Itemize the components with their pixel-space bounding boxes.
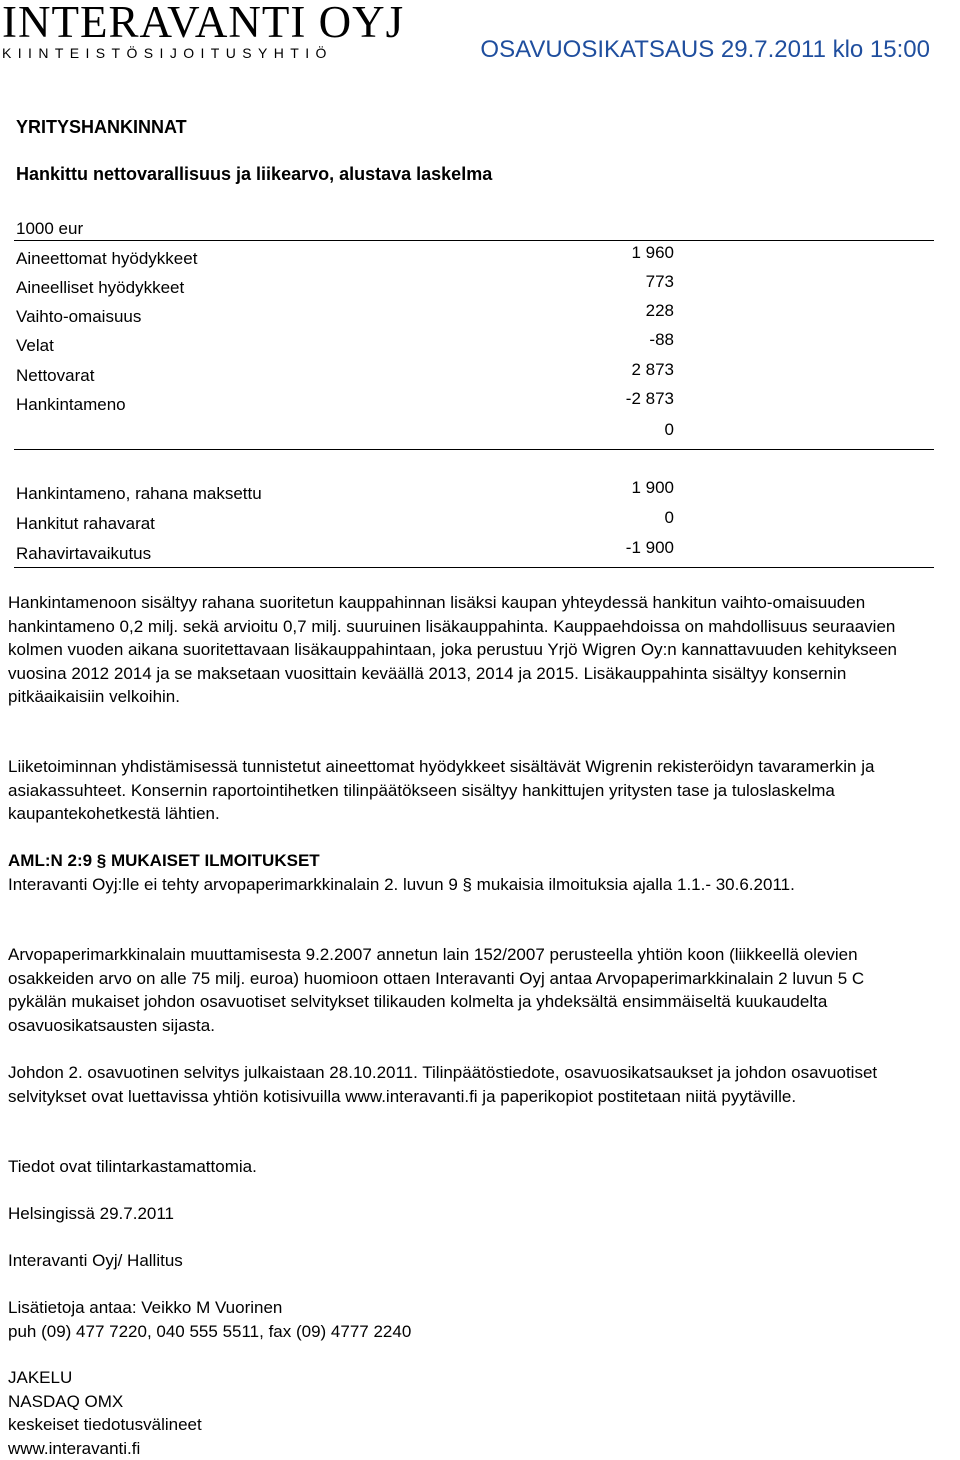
aml-section — [8, 849, 908, 896]
paragraph-intangibles — [8, 755, 908, 826]
paragraph-interim-reports — [8, 943, 908, 1037]
distribution-line: keskeiset tiedotusvälineet — [8, 1413, 908, 1437]
website-link[interactable]: www.interavanti.fi — [8, 1437, 908, 1460]
table-row — [16, 360, 676, 390]
paragraph-text: Liiketoiminnan yhdistämisessä tunnistetut aineettomat hyödykkeet sisältävät Wigrenin rekisteröidyn tavaramerkin ja asiakassuhteet. Konsernin raportointihetken tilinpäätökseen sisältyy hankittujen yritysten tase ja tuloslaskelma kaupantekohetkestä lähtien. — [8, 755, 908, 826]
row-value: 2 873 — [631, 360, 674, 380]
table-row — [16, 330, 676, 360]
table-row — [16, 508, 676, 538]
row-label: Hankitut rahavarat — [16, 514, 155, 534]
paragraph-text: Hankintamenoon sisältyy rahana suoritetun kauppahinnan lisäksi kaupan yhteydessä hankitun vaihto-omaisuuden hankintameno 0,2 milj. sekä arvioitu 0,7 milj. suuruinen lisäkauppahinta. Kauppaehdoissa on mahdollisuus seuraavien kolmen vuoden aikana suoritettavaan lisäkauppahintaan, joka perustuu Yrjö Wigren Oy:n kannattavuuden kehitykseen vuosina 2012 2014 ja se maksetaan vuosittain keväällä 2013, 2014 ja 2015. Lisäkauppahinta sisältyy konsernin pitkäaikaisiin velkoihin. — [8, 591, 908, 709]
table-rule-middle — [14, 449, 934, 450]
table-rule-bottom — [14, 567, 934, 568]
row-label: Vaihto-omaisuus — [16, 307, 141, 327]
section-title: YRITYSHANKINNAT — [16, 117, 187, 138]
unit-label: 1000 eur — [16, 219, 83, 239]
row-label: Aineelliset hyödykkeet — [16, 278, 184, 298]
table-row — [16, 301, 676, 331]
row-value: 1 960 — [631, 243, 674, 263]
section-subtitle: Hankittu nettovarallisuus ja liikearvo, alustava laskelma — [16, 164, 492, 185]
paragraph-text: Helsingissä 29.7.2011 — [8, 1202, 908, 1226]
paragraph-text: Tiedot ovat tilintarkastamattomia. — [8, 1155, 908, 1179]
row-label: Hankintameno, rahana maksettu — [16, 484, 262, 504]
paragraph-text: Interavanti Oyj/ Hallitus — [8, 1249, 908, 1273]
distribution-line: JAKELU — [8, 1366, 908, 1390]
row-value: -1 900 — [626, 538, 674, 558]
contact-info — [8, 1296, 908, 1343]
row-label: Rahavirtavaikutus — [16, 544, 151, 564]
paragraph-text: Arvopaperimarkkinalain muuttamisesta 9.2.2007 annetun lain 152/2007 perusteella yhtiön koon (liikkeellä olevien osakkeiden arvo on alle 75 milj. euroa) huomioon ottaen Interavanti Oyj antaa Arvopaperimarkkinalain 2 luvun 5 C pykälän mukaiset johdon osavuotiset selvitykset tilikauden kolmelta ja yhdeksältä ensimmäiseltä kuukaudelta osavuosikatsausten sijasta. — [8, 943, 908, 1037]
row-value: 773 — [646, 272, 674, 292]
place-date — [8, 1202, 908, 1226]
logo-wordmark: INTERAVANTI OYJ — [2, 2, 362, 42]
contact-line: Lisätietoja antaa: Veikko M Vuorinen — [8, 1296, 908, 1320]
paragraph-acquisition-cost — [8, 591, 908, 709]
signature — [8, 1249, 908, 1273]
aml-title: AML:N 2:9 § MUKAISET ILMOITUKSET — [8, 849, 908, 873]
contact-line: puh (09) 477 7220, 040 555 5511, fax (09) 4777 2240 — [8, 1320, 908, 1344]
row-label: Nettovarat — [16, 366, 94, 386]
table-row — [16, 389, 676, 419]
distribution-line: NASDAQ OMX — [8, 1390, 908, 1414]
row-value: 0 — [665, 420, 674, 440]
table-rule-top — [14, 240, 934, 241]
table-row — [16, 272, 676, 302]
row-label: Aineettomat hyödykkeet — [16, 249, 197, 269]
row-value: 228 — [646, 301, 674, 321]
report-title: OSAVUOSIKATSAUS 29.7.2011 klo 15:00 — [480, 36, 930, 64]
table-row — [16, 243, 676, 273]
row-label: Hankintameno — [16, 395, 126, 415]
distribution — [8, 1366, 908, 1460]
row-value: -2 873 — [626, 389, 674, 409]
row-label: Velat — [16, 336, 54, 356]
paragraph-publication — [8, 1061, 908, 1108]
table-row — [16, 478, 676, 508]
row-value: -88 — [649, 330, 674, 350]
logo-tagline: KIINTEISTÖSIJOITUSYHTIÖ — [2, 45, 362, 61]
row-value: 1 900 — [631, 478, 674, 498]
row-value: 0 — [665, 508, 674, 528]
company-logo — [2, 0, 362, 61]
table-row — [16, 538, 676, 568]
table-row — [16, 420, 676, 450]
paragraph-unaudited — [8, 1155, 908, 1179]
paragraph-text: Johdon 2. osavuotinen selvitys julkaistaan 28.10.2011. Tilinpäätöstiedote, osavuosikatsaukset ja johdon osavuotiset selvitykset ovat luettavissa yhtiön kotisivuilla www.interavanti.fi ja paperikopiot postitetaan niitä pyytäville. — [8, 1061, 908, 1108]
paragraph-text: Interavanti Oyj:lle ei tehty arvopaperimarkkinalain 2. luvun 9 § mukaisia ilmoituksia ajalla 1.1.- 30.6.2011. — [8, 873, 908, 897]
